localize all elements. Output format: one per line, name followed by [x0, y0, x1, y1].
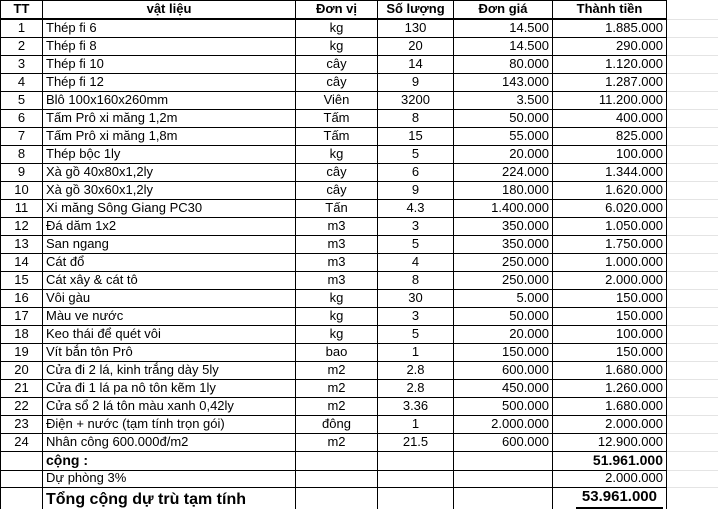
quantity-cell[interactable]: 2.8 [378, 361, 454, 379]
unit-cell[interactable]: m3 [296, 217, 378, 235]
quantity-cell[interactable]: 5 [378, 235, 454, 253]
unit-cell[interactable]: m2 [296, 433, 378, 451]
row-number-cell[interactable]: 20 [1, 361, 43, 379]
unit-price-cell[interactable]: 600.000 [454, 361, 553, 379]
header-tt[interactable]: TT [1, 1, 43, 20]
row-number-cell[interactable]: 18 [1, 325, 43, 343]
amount-cell[interactable]: 150.000 [553, 289, 667, 307]
quantity-cell[interactable]: 6 [378, 163, 454, 181]
unit-price-cell[interactable]: 1.400.000 [454, 199, 553, 217]
summary-amount-value: 2.000.000 [605, 470, 663, 486]
table-row [1, 235, 718, 253]
table-row [1, 145, 718, 163]
unit-price-cell[interactable]: 250.000 [454, 253, 553, 271]
material-cell[interactable]: Keo thái để quét vôi [43, 325, 296, 343]
amount-cell[interactable]: 2.000.000 [553, 415, 667, 433]
amount-cell[interactable]: 1.344.000 [553, 163, 667, 181]
row-number-cell[interactable]: 5 [1, 91, 43, 109]
sheet-gutter-cell[interactable] [667, 73, 718, 91]
amount-cell[interactable]: 1.680.000 [553, 397, 667, 415]
table-row [1, 181, 718, 199]
row-number-cell[interactable]: 1 [1, 19, 43, 37]
row-number-cell[interactable]: 22 [1, 397, 43, 415]
quantity-cell[interactable]: 3.36 [378, 397, 454, 415]
material-cell[interactable]: Thép bộc 1ly [43, 145, 296, 163]
amount-cell[interactable]: 1.050.000 [553, 217, 667, 235]
unit-cell[interactable]: kg [296, 289, 378, 307]
unit-price-cell[interactable]: 250.000 [454, 271, 553, 289]
quantity-cell[interactable]: 20 [378, 37, 454, 55]
unit-cell[interactable] [296, 470, 378, 487]
row-number-cell[interactable]: 14 [1, 253, 43, 271]
unit-cell[interactable]: đông [296, 415, 378, 433]
table-body [1, 19, 718, 509]
quantity-cell[interactable]: 130 [378, 19, 454, 37]
quantity-cell[interactable]: 8 [378, 271, 454, 289]
quantity-cell[interactable]: 30 [378, 289, 454, 307]
quantity-cell[interactable]: 5 [378, 325, 454, 343]
material-cell[interactable]: Thép fi 8 [43, 37, 296, 55]
header-amount[interactable]: Thành tiền [553, 1, 667, 20]
header-row [1, 1, 718, 20]
summary-row [1, 470, 718, 487]
header-material[interactable]: vật liệu [43, 1, 296, 20]
unit-cell[interactable]: m3 [296, 235, 378, 253]
unit-price-cell[interactable]: 150.000 [454, 343, 553, 361]
row-number-cell[interactable]: 3 [1, 55, 43, 73]
sheet-gutter-cell[interactable] [667, 470, 718, 487]
amount-cell[interactable]: 1.680.000 [553, 361, 667, 379]
sheet-gutter-cell[interactable] [667, 325, 718, 343]
sheet-gutter-cell[interactable] [667, 91, 718, 109]
unit-cell[interactable]: m3 [296, 271, 378, 289]
row-number-cell[interactable] [1, 451, 43, 470]
row-number-cell[interactable]: 10 [1, 181, 43, 199]
table-row [1, 415, 718, 433]
row-number-cell[interactable] [1, 470, 43, 487]
table-row [1, 127, 718, 145]
amount-cell[interactable]: 1.750.000 [553, 235, 667, 253]
amount-cell[interactable]: 290.000 [553, 37, 667, 55]
unit-cell[interactable]: m2 [296, 361, 378, 379]
unit-cell[interactable]: cây [296, 73, 378, 91]
table-row [1, 379, 718, 397]
material-cell[interactable]: Thép fi 12 [43, 73, 296, 91]
quantity-cell[interactable]: 1 [378, 415, 454, 433]
row-number-cell[interactable]: 15 [1, 271, 43, 289]
unit-price-cell[interactable]: 20.000 [454, 145, 553, 163]
quantity-cell[interactable] [378, 451, 454, 470]
quantity-cell[interactable]: 3 [378, 217, 454, 235]
unit-price-cell[interactable]: 350.000 [454, 235, 553, 253]
table-row [1, 343, 718, 361]
amount-cell[interactable]: 150.000 [553, 343, 667, 361]
amount-cell[interactable]: 6.020.000 [553, 199, 667, 217]
sheet-gutter-cell[interactable] [667, 433, 718, 451]
quantity-cell[interactable]: 2.8 [378, 379, 454, 397]
unit-cell[interactable]: m3 [296, 253, 378, 271]
table-row [1, 19, 718, 37]
table-row [1, 397, 718, 415]
sheet-gutter-cell[interactable] [667, 487, 718, 509]
amount-cell[interactable]: 100.000 [553, 145, 667, 163]
table-row [1, 271, 718, 289]
quantity-cell[interactable]: 4 [378, 253, 454, 271]
sheet-gutter-cell[interactable] [667, 37, 718, 55]
unit-cell[interactable] [296, 487, 378, 509]
row-number-cell[interactable]: 21 [1, 379, 43, 397]
amount-cell[interactable]: 1.885.000 [553, 19, 667, 37]
row-number-cell[interactable]: 6 [1, 109, 43, 127]
unit-cell[interactable]: cây [296, 163, 378, 181]
amount-cell[interactable]: 12.900.000 [553, 433, 667, 451]
table-row [1, 217, 718, 235]
material-cell[interactable]: Xà gồ 30x60x1,2ly [43, 181, 296, 199]
quantity-cell[interactable]: 14 [378, 55, 454, 73]
unit-price-cell[interactable] [454, 487, 553, 509]
amount-cell[interactable]: 1.120.000 [553, 55, 667, 73]
header-unit[interactable]: Đơn vị [296, 1, 378, 20]
sheet-gutter-cell[interactable] [667, 235, 718, 253]
sheet-gutter-cell[interactable] [667, 181, 718, 199]
sheet-gutter-cell[interactable] [667, 289, 718, 307]
summary-label-cell[interactable]: cộng : [43, 451, 296, 470]
sheet-gutter-cell[interactable] [667, 217, 718, 235]
table-row [1, 307, 718, 325]
table-row [1, 55, 718, 73]
material-cell[interactable]: Blô 100x160x260mm [43, 91, 296, 109]
sheet-gutter-cell[interactable] [667, 271, 718, 289]
sheet-gutter-cell[interactable] [667, 199, 718, 217]
quantity-cell[interactable]: 21.5 [378, 433, 454, 451]
quantity-cell[interactable]: 5 [378, 145, 454, 163]
summary-row [1, 451, 718, 470]
material-cell[interactable]: Cửa đi 2 lá, kinh trắng dày 5ly [43, 361, 296, 379]
sheet-gutter-cell[interactable] [667, 379, 718, 397]
sheet-gutter-cell[interactable] [667, 415, 718, 433]
unit-price-cell[interactable]: 224.000 [454, 163, 553, 181]
table-row [1, 325, 718, 343]
row-number-cell[interactable]: 11 [1, 199, 43, 217]
material-cell[interactable]: Xi măng Sông Giang PC30 [43, 199, 296, 217]
material-cell[interactable]: Thép fi 10 [43, 55, 296, 73]
material-cell[interactable]: Cửa sổ 2 lá tôn màu xanh 0,42ly [43, 397, 296, 415]
sheet-gutter-cell[interactable] [667, 55, 718, 73]
unit-cell[interactable]: Tấm [296, 127, 378, 145]
unit-cell[interactable]: kg [296, 325, 378, 343]
quantity-cell[interactable]: 9 [378, 181, 454, 199]
sheet-gutter-cell[interactable] [667, 127, 718, 145]
amount-cell[interactable]: 1.620.000 [553, 181, 667, 199]
table-row [1, 289, 718, 307]
material-cell[interactable]: San ngang [43, 235, 296, 253]
sheet-gutter-cell[interactable] [667, 361, 718, 379]
unit-price-cell[interactable]: 2.000.000 [454, 415, 553, 433]
quantity-cell[interactable]: 3 [378, 307, 454, 325]
sheet-gutter-cell[interactable] [667, 307, 718, 325]
summary-label-cell[interactable]: Tổng cộng dự trù tạm tính [43, 487, 296, 509]
header-unit-price[interactable]: Đơn giá [454, 1, 553, 20]
unit-price-cell[interactable] [454, 451, 553, 470]
header-quantity[interactable]: Số lượng [378, 1, 454, 20]
unit-cell[interactable] [296, 451, 378, 470]
material-cell[interactable]: Xà gồ 40x80x1,2ly [43, 163, 296, 181]
sheet-gutter-cell[interactable] [667, 451, 718, 470]
unit-price-cell[interactable]: 50.000 [454, 109, 553, 127]
row-number-cell[interactable]: 13 [1, 235, 43, 253]
unit-cell[interactable]: m2 [296, 379, 378, 397]
unit-cell[interactable]: Tấn [296, 199, 378, 217]
quantity-cell[interactable]: 15 [378, 127, 454, 145]
amount-cell[interactable]: 1.287.000 [553, 73, 667, 91]
material-cell[interactable]: Cát đổ [43, 253, 296, 271]
amount-cell[interactable]: 100.000 [553, 325, 667, 343]
row-number-cell[interactable]: 24 [1, 433, 43, 451]
amount-cell[interactable]: 2.000.000 [553, 271, 667, 289]
sheet-gutter-cell[interactable] [667, 109, 718, 127]
row-number-cell[interactable]: 12 [1, 217, 43, 235]
row-number-cell[interactable]: 2 [1, 37, 43, 55]
row-number-cell[interactable]: 4 [1, 73, 43, 91]
unit-price-cell[interactable]: 350.000 [454, 217, 553, 235]
amount-cell[interactable]: 1.260.000 [553, 379, 667, 397]
table-row [1, 433, 718, 451]
quantity-cell[interactable]: 4.3 [378, 199, 454, 217]
unit-price-cell[interactable]: 14.500 [454, 19, 553, 37]
unit-cell[interactable]: kg [296, 145, 378, 163]
row-number-cell[interactable]: 9 [1, 163, 43, 181]
amount-cell[interactable]: 825.000 [553, 127, 667, 145]
unit-cell[interactable]: m2 [296, 397, 378, 415]
material-cell[interactable]: Tấm Prô xi măng 1,2m [43, 109, 296, 127]
unit-cell[interactable]: Tấm [296, 109, 378, 127]
unit-price-cell[interactable]: 3.500 [454, 91, 553, 109]
material-cell[interactable]: Cát xây & cát tô [43, 271, 296, 289]
unit-price-cell[interactable]: 180.000 [454, 181, 553, 199]
table-row [1, 37, 718, 55]
material-cell[interactable]: Tấm Prô xi măng 1,8m [43, 127, 296, 145]
unit-price-cell[interactable]: 20.000 [454, 325, 553, 343]
table-row [1, 199, 718, 217]
unit-cell[interactable]: Viên [296, 91, 378, 109]
amount-cell[interactable]: 1.000.000 [553, 253, 667, 271]
table-row [1, 361, 718, 379]
material-cell[interactable]: Điện + nước (tạm tính trọn gói) [43, 415, 296, 433]
quantity-cell[interactable]: 8 [378, 109, 454, 127]
sheet-gutter-cell[interactable] [667, 1, 718, 20]
unit-price-cell[interactable]: 450.000 [454, 379, 553, 397]
grand-total-row [1, 487, 718, 509]
unit-cell[interactable]: cây [296, 55, 378, 73]
row-number-cell[interactable]: 16 [1, 289, 43, 307]
material-cell[interactable]: Vôi gàu [43, 289, 296, 307]
quantity-cell[interactable]: 9 [378, 73, 454, 91]
sheet-gutter-cell[interactable] [667, 343, 718, 361]
amount-cell[interactable]: 150.000 [553, 307, 667, 325]
summary-amount-cell[interactable] [553, 470, 667, 487]
quantity-cell[interactable]: 3200 [378, 91, 454, 109]
unit-price-cell[interactable]: 80.000 [454, 55, 553, 73]
amount-cell[interactable]: 400.000 [553, 109, 667, 127]
summary-label-cell[interactable]: Dự phòng 3% [43, 470, 296, 487]
unit-price-cell[interactable]: 500.000 [454, 397, 553, 415]
unit-price-cell[interactable]: 143.000 [454, 73, 553, 91]
unit-price-cell[interactable]: 600.000 [454, 433, 553, 451]
row-number-cell[interactable]: 17 [1, 307, 43, 325]
unit-price-cell[interactable]: 50.000 [454, 307, 553, 325]
sheet-gutter-cell[interactable] [667, 253, 718, 271]
grand-total-value: 53.961.000 [576, 489, 663, 509]
grand-total-cell[interactable] [553, 487, 667, 509]
sheet-gutter-cell[interactable] [667, 145, 718, 163]
row-number-cell[interactable]: 8 [1, 145, 43, 163]
unit-price-cell[interactable]: 5.000 [454, 289, 553, 307]
quantity-cell[interactable]: 1 [378, 343, 454, 361]
table-row [1, 163, 718, 181]
table-row [1, 253, 718, 271]
material-cell[interactable]: Đá dăm 1x2 [43, 217, 296, 235]
amount-cell[interactable]: 11.200.000 [553, 91, 667, 109]
material-cell[interactable]: Cửa đi 1 lá pa nô tôn kẽm 1ly [43, 379, 296, 397]
unit-price-cell[interactable]: 55.000 [454, 127, 553, 145]
material-cell[interactable]: Vít bắn tôn Prô [43, 343, 296, 361]
sheet-gutter-cell[interactable] [667, 19, 718, 37]
row-number-cell[interactable]: 23 [1, 415, 43, 433]
unit-cell[interactable]: bao [296, 343, 378, 361]
unit-price-cell[interactable]: 14.500 [454, 37, 553, 55]
table-row [1, 91, 718, 109]
unit-cell[interactable]: kg [296, 307, 378, 325]
summary-amount-cell[interactable] [553, 451, 667, 470]
sheet-gutter-cell[interactable] [667, 397, 718, 415]
unit-cell[interactable]: kg [296, 37, 378, 55]
material-cell[interactable]: Thép fi 6 [43, 19, 296, 37]
quantity-cell[interactable] [378, 487, 454, 509]
material-cell[interactable]: Nhân công 600.000đ/m2 [43, 433, 296, 451]
table-row [1, 109, 718, 127]
unit-cell[interactable]: cây [296, 181, 378, 199]
quantity-cell[interactable] [378, 470, 454, 487]
row-number-cell[interactable]: 7 [1, 127, 43, 145]
row-number-cell[interactable]: 19 [1, 343, 43, 361]
sheet-gutter-cell[interactable] [667, 163, 718, 181]
unit-price-cell[interactable] [454, 470, 553, 487]
unit-cell[interactable]: kg [296, 19, 378, 37]
summary-amount-value: 51.961.000 [592, 451, 663, 468]
row-number-cell[interactable] [1, 487, 43, 509]
material-cell[interactable]: Màu ve nước [43, 307, 296, 325]
table-row [1, 73, 718, 91]
